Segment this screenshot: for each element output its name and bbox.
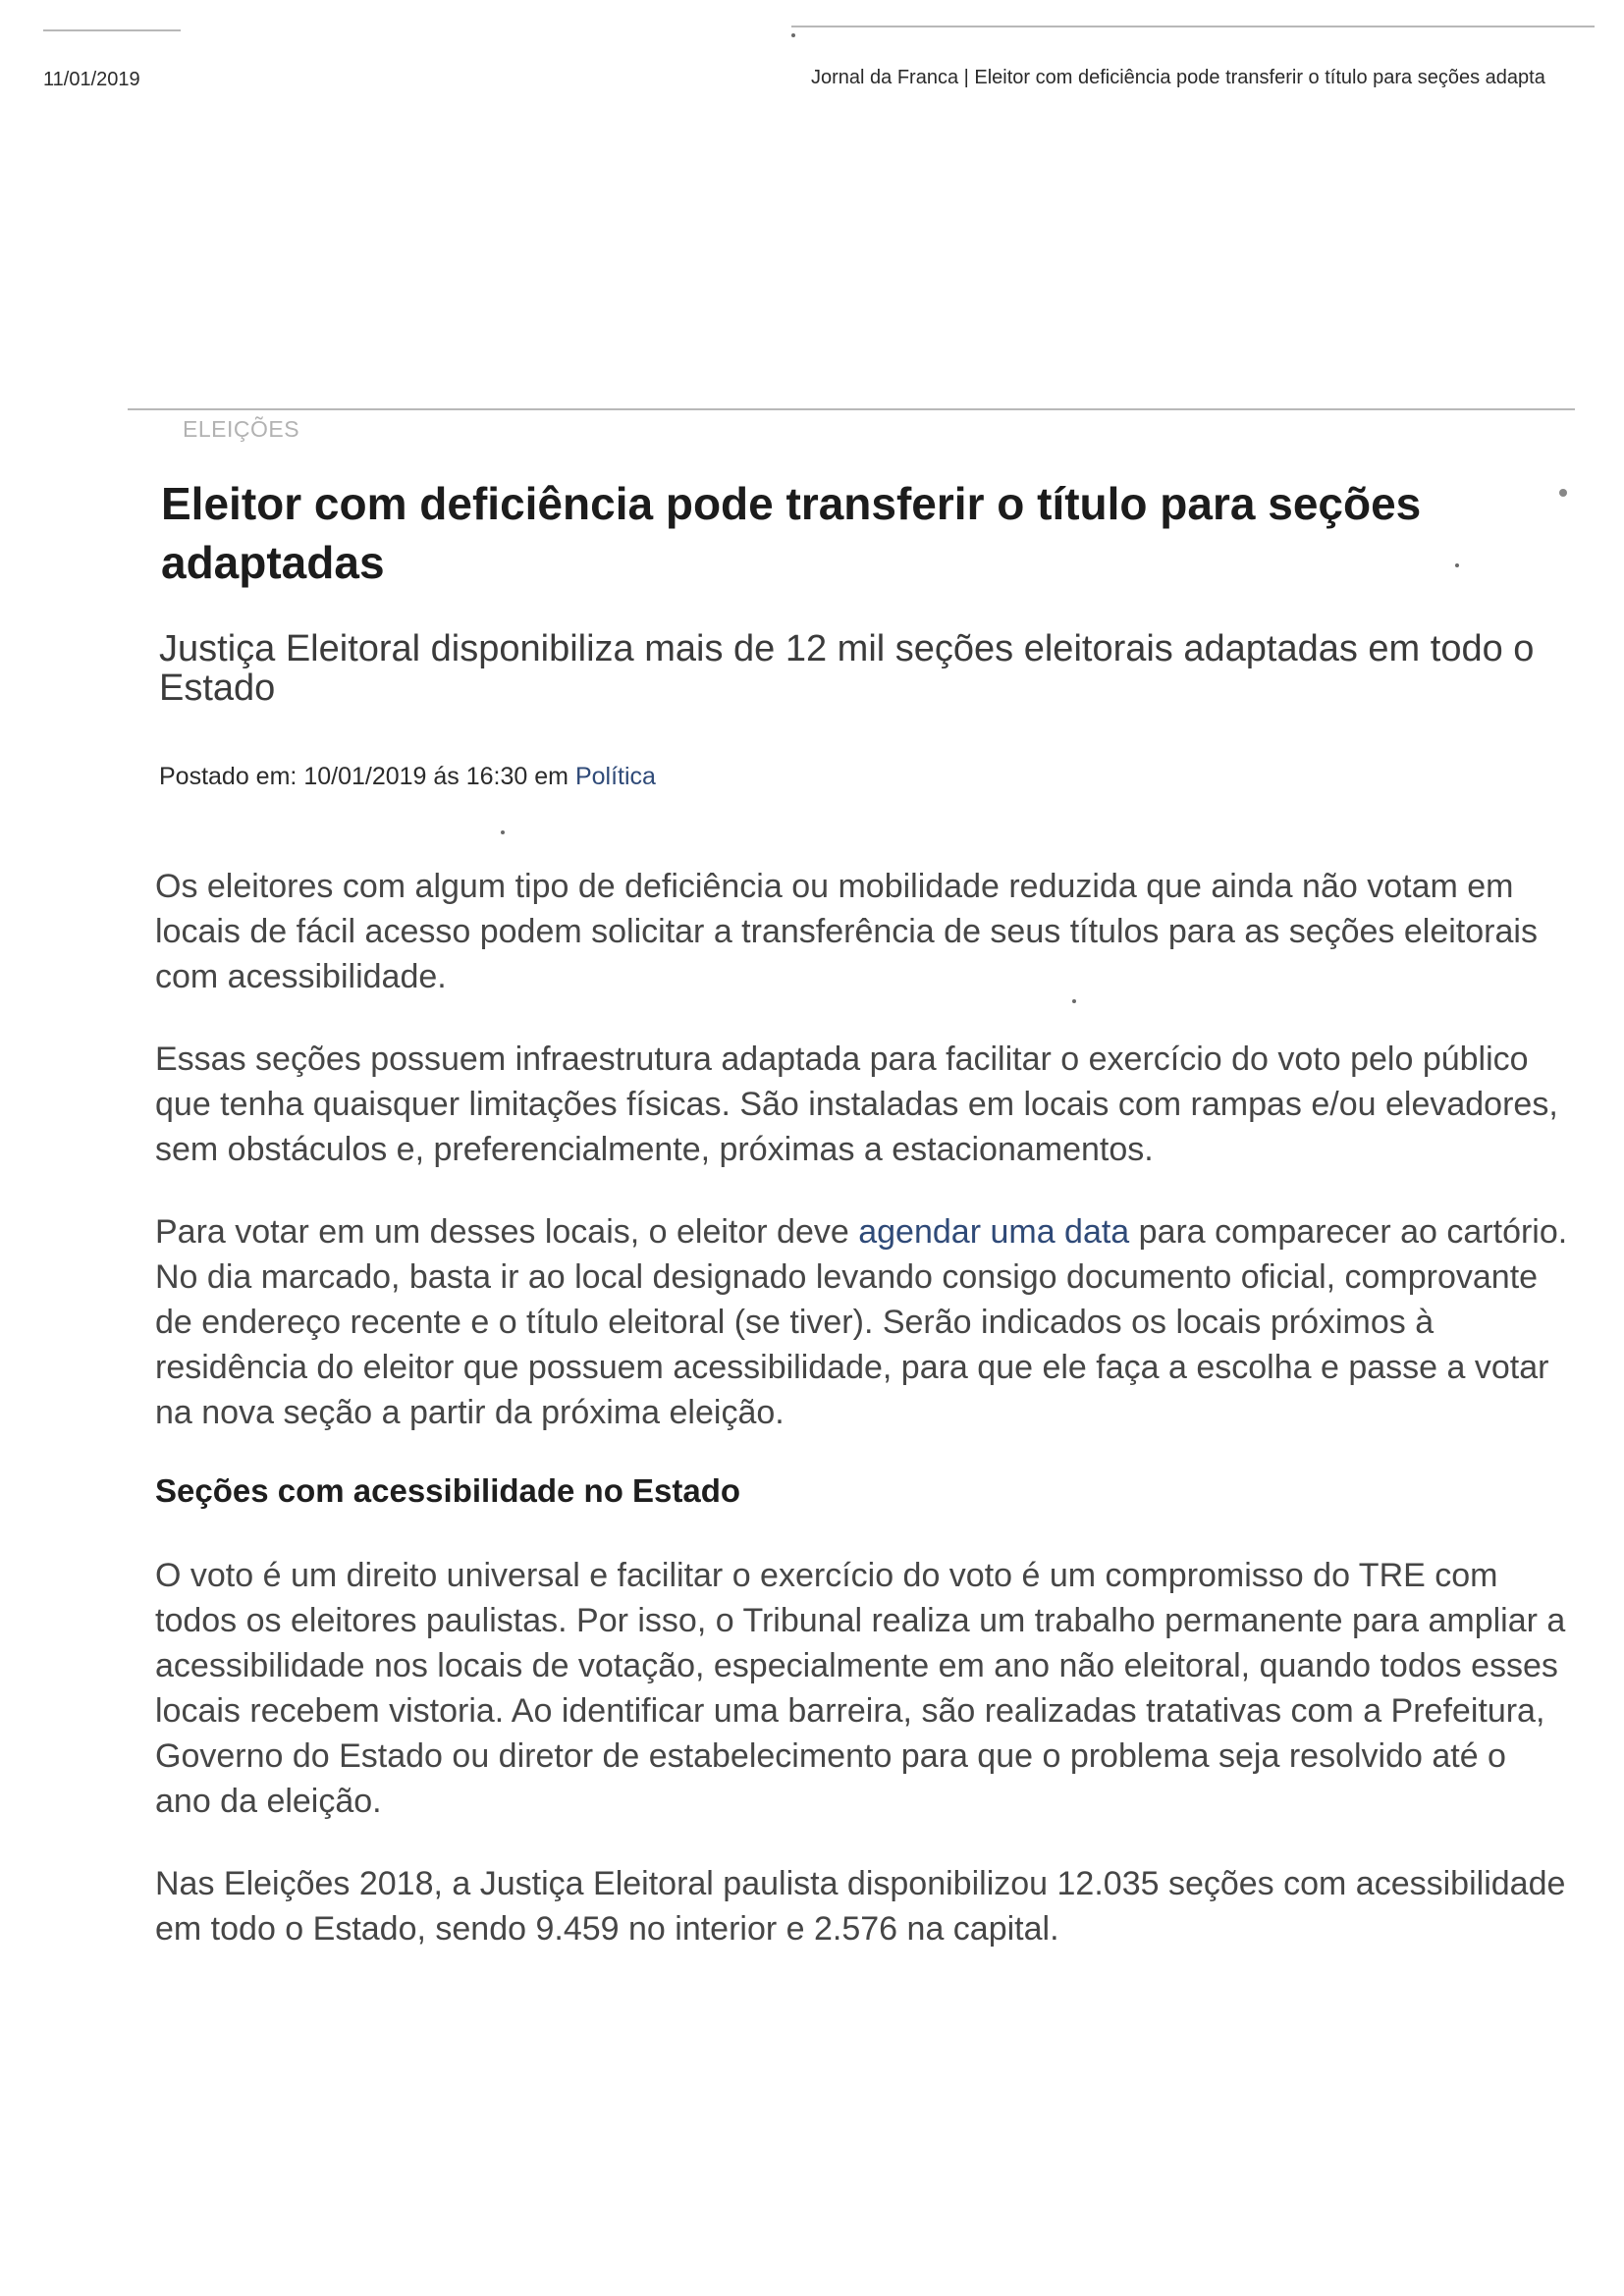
category-label[interactable]: ELEIÇÕES bbox=[183, 416, 300, 442]
paragraph: O voto é um direito universal e facilitar o exercício do voto é um compromisso do TRE com todos os eleitores paulistas. Por isso, o Tribunal realiza um trabalho permanente para ampliar a acessibilidade nos locais de votação, especialmente em ano não eleitoral, quando todos esses locais recebem vistoria. Ao identificar uma barreira, são realizadas tratativas com a Prefeitura, Governo do Estado ou diretor de estabelecimento para que o problema seja resolvido até o ano da eleição. bbox=[155, 1557, 1566, 1820]
paragraph-text: Para votar em um desses locais, o eleitor deve bbox=[155, 1213, 859, 1251]
post-meta bbox=[159, 763, 1569, 791]
article-subheadline: Justiça Eleitoral disponibiliza mais de 12 mil seções eleitorais adaptadas em todo o Estado bbox=[159, 628, 1535, 709]
article-headline: Eleitor com deficiência pode transferir o título para seções adaptadas bbox=[161, 478, 1422, 588]
paragraph-text: para comparecer ao cartório. No dia marcado, basta ir ao local designado levando consigo documento oficial, comprovante de endereço recente e o título eleitoral (se tiver). Serão indicados os locais próximos à residência do eleitor que possuem acessibilidade, para que ele faça a escolha e passe a votar na nova seção a partir da próxima eleição. bbox=[155, 1213, 1568, 1431]
print-page-title: Jornal da Franca | Eleitor com deficiência pode transferir o título para seções adapta bbox=[811, 67, 1545, 88]
paragraph: Essas seções possuem infraestrutura adaptada para facilitar o exercício do voto pelo público que tenha quaisquer limitações físicas. São instaladas em locais com rampas e/ou elevadores, sem obstáculos e, preferencialmente, próximas a estacionamentos. bbox=[155, 1041, 1558, 1168]
posted-in: em bbox=[534, 763, 568, 790]
posted-datetime: 10/01/2019 ás 16:30 bbox=[303, 763, 528, 790]
paragraph: Nas Eleições 2018, a Justiça Eleitoral paulista disponibilizou 12.035 seções com acessibilidade em todo o Estado, sendo 9.459 no interior e 2.576 na capital. bbox=[155, 1865, 1566, 1948]
scan-speck bbox=[1072, 999, 1076, 1003]
scan-speck bbox=[1455, 563, 1459, 567]
header-rule-right bbox=[791, 26, 1595, 27]
scan-speck bbox=[791, 33, 795, 37]
article-top-rule bbox=[128, 408, 1575, 410]
print-date: 11/01/2019 bbox=[43, 69, 140, 90]
article bbox=[155, 416, 1569, 1989]
header-rule-left bbox=[43, 29, 181, 31]
schedule-date-link[interactable]: agendar uma data bbox=[858, 1213, 1130, 1251]
scan-speck bbox=[501, 830, 505, 834]
paragraph: Os eleitores com algum tipo de deficiência ou mobilidade reduzida que ainda não votam em locais de fácil acesso podem solicitar a transferência de seus títulos para as seções eleitorais com acessibilidade. bbox=[155, 868, 1538, 995]
posted-prefix: Postado em: bbox=[159, 763, 298, 790]
section-link[interactable]: Política bbox=[574, 763, 656, 790]
paragraph bbox=[155, 1209, 1569, 1435]
scan-speck bbox=[1559, 489, 1567, 497]
section-heading: Seções com acessibilidade no Estado bbox=[155, 1472, 741, 1509]
